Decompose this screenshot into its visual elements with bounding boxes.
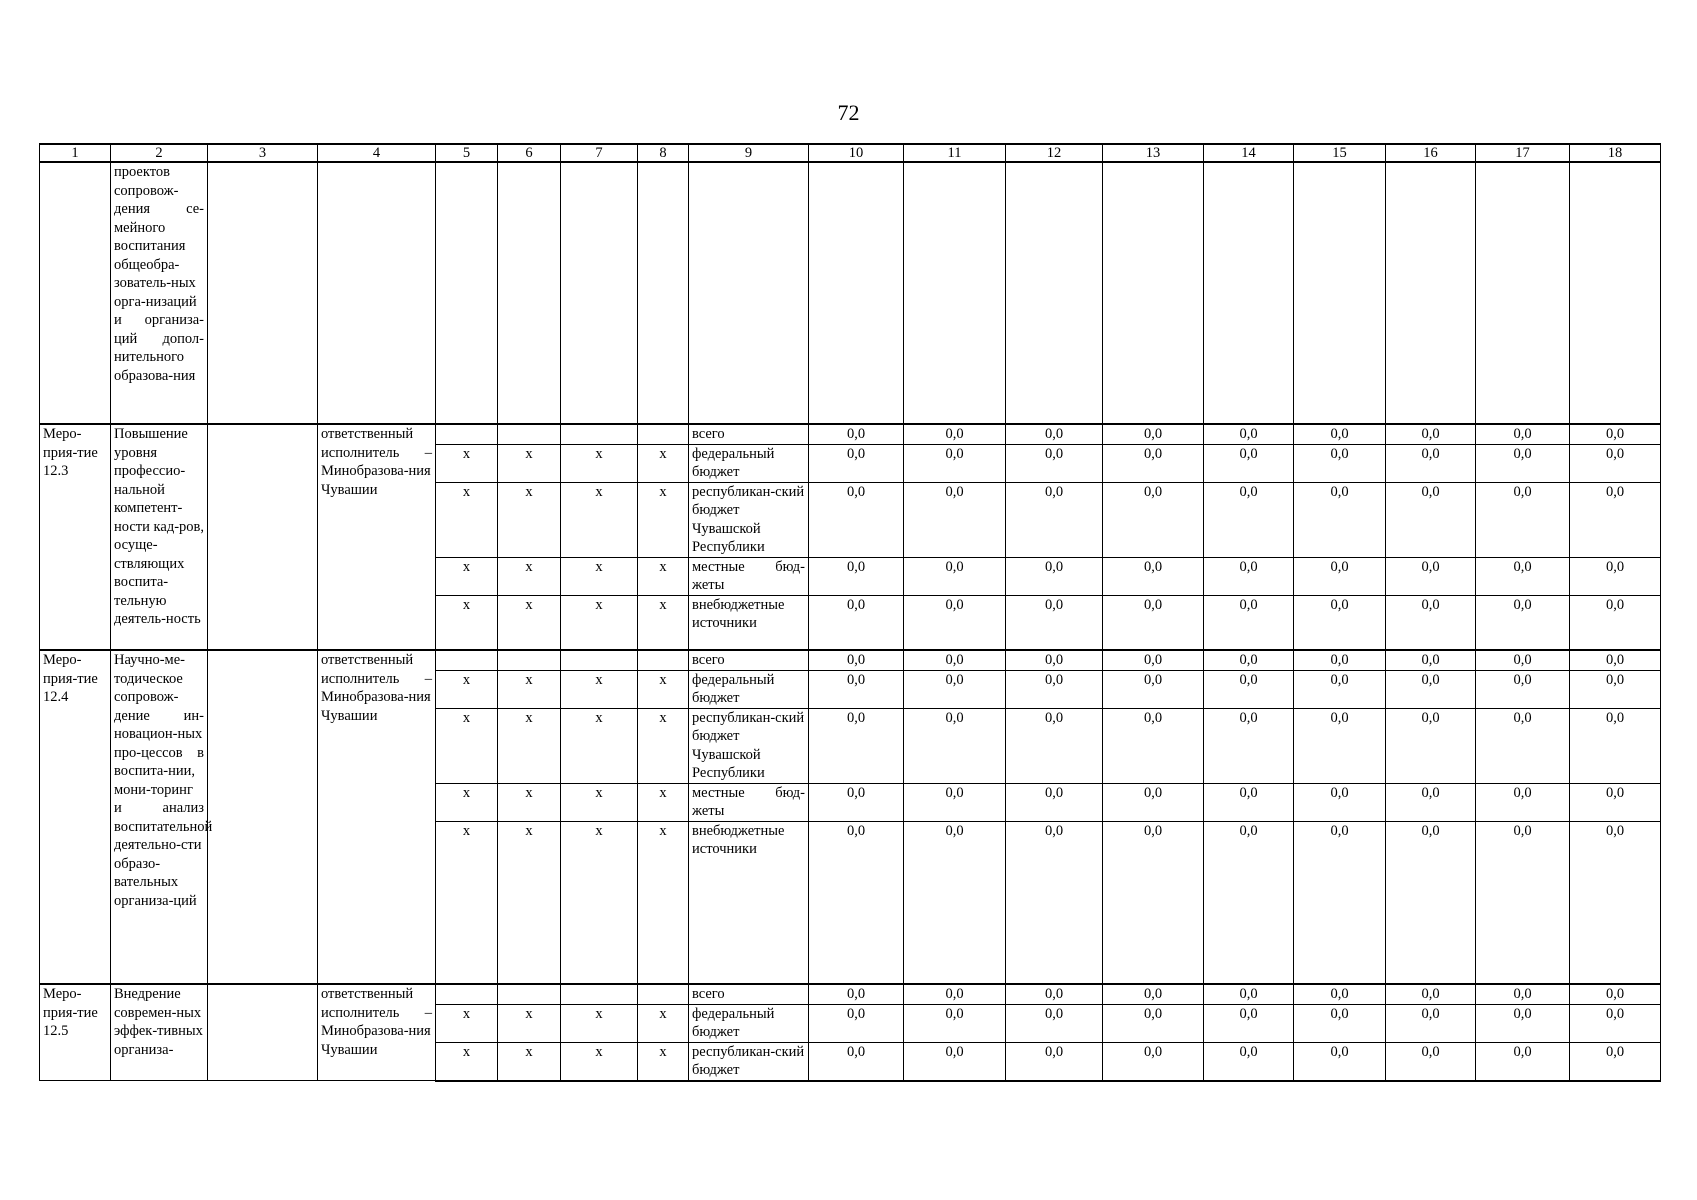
cell-col10 [809, 162, 904, 424]
value-cell: 0,0 [1006, 984, 1103, 1004]
value-cell: 0,0 [1570, 1042, 1661, 1081]
value-cell: 0,0 [1386, 1042, 1476, 1081]
value-cell: 0,0 [1476, 821, 1570, 984]
value-cell: 0,0 [1006, 482, 1103, 557]
value-cell: 0,0 [809, 1042, 904, 1081]
value-cell: 0,0 [1294, 595, 1386, 650]
value-cell: 0,0 [904, 424, 1006, 444]
funding-source: всего [689, 650, 809, 670]
value-cell: 0,0 [1476, 708, 1570, 783]
column-header-17: 17 [1476, 144, 1570, 162]
code-cell: х [561, 444, 638, 482]
code-cell [561, 984, 638, 1004]
code-cell: х [638, 444, 689, 482]
funding-source: всего [689, 424, 809, 444]
code-cell: х [638, 595, 689, 650]
funding-source: федеральный бюджет [689, 1004, 809, 1042]
value-cell: 0,0 [809, 821, 904, 984]
value-cell: 0,0 [1103, 557, 1204, 595]
funding-source: республикан-ский бюджет Чувашской Республики [689, 482, 809, 557]
value-cell: 0,0 [1386, 482, 1476, 557]
value-cell: 0,0 [1476, 444, 1570, 482]
value-cell: 0,0 [904, 557, 1006, 595]
column-header-12: 12 [1006, 144, 1103, 162]
value-cell: 0,0 [1386, 1004, 1476, 1042]
value-cell: 0,0 [809, 670, 904, 708]
value-cell: 0,0 [1386, 708, 1476, 783]
value-cell: 0,0 [1204, 1004, 1294, 1042]
value-cell: 0,0 [1476, 650, 1570, 670]
value-cell: 0,0 [809, 444, 904, 482]
value-cell: 0,0 [809, 424, 904, 444]
code-cell: х [436, 1042, 498, 1081]
code-cell: х [498, 821, 561, 984]
funding-source: внебюджетные источники [689, 595, 809, 650]
column-header-4: 4 [318, 144, 436, 162]
value-cell: 0,0 [1476, 984, 1570, 1004]
value-cell: 0,0 [904, 650, 1006, 670]
code-cell: х [561, 670, 638, 708]
value-cell: 0,0 [1006, 821, 1103, 984]
code-cell: х [436, 557, 498, 595]
value-cell: 0,0 [809, 984, 904, 1004]
value-cell: 0,0 [1204, 783, 1294, 821]
code-cell: х [436, 482, 498, 557]
value-cell: 0,0 [1006, 557, 1103, 595]
code-cell: х [561, 1004, 638, 1042]
value-cell: 0,0 [1103, 444, 1204, 482]
value-cell: 0,0 [1103, 595, 1204, 650]
measure-label: Меро-прия-тие 12.5 [40, 984, 111, 1081]
measure-executor: ответственный исполнитель – Минобразова-ния Чувашии [318, 984, 436, 1081]
value-cell: 0,0 [1006, 424, 1103, 444]
value-cell: 0,0 [1294, 1004, 1386, 1042]
value-cell: 0,0 [1294, 424, 1386, 444]
measure-name: Внедрение современ-ных эффек-тивных организа- [111, 984, 208, 1081]
value-cell: 0,0 [1103, 783, 1204, 821]
code-cell: х [498, 1042, 561, 1081]
code-cell [561, 424, 638, 444]
code-cell: х [561, 783, 638, 821]
funding-source: внебюджетные источники [689, 821, 809, 984]
value-cell: 0,0 [1570, 821, 1661, 984]
cell-col3 [208, 650, 318, 984]
cell-col13 [1103, 162, 1204, 424]
column-header-14: 14 [1204, 144, 1294, 162]
value-cell: 0,0 [1006, 1042, 1103, 1081]
code-cell: х [638, 1004, 689, 1042]
code-cell [638, 424, 689, 444]
code-cell: х [436, 1004, 498, 1042]
value-cell: 0,0 [904, 821, 1006, 984]
column-header-7: 7 [561, 144, 638, 162]
column-header-3: 3 [208, 144, 318, 162]
value-cell: 0,0 [1386, 444, 1476, 482]
value-cell: 0,0 [1570, 444, 1661, 482]
value-cell: 0,0 [1103, 482, 1204, 557]
code-cell [436, 650, 498, 670]
value-cell: 0,0 [1204, 557, 1294, 595]
value-cell: 0,0 [1204, 482, 1294, 557]
column-header-16: 16 [1386, 144, 1476, 162]
code-cell: х [638, 557, 689, 595]
funding-source: местные бюд-жеты [689, 783, 809, 821]
value-cell: 0,0 [1204, 444, 1294, 482]
code-cell: х [638, 821, 689, 984]
column-header-11: 11 [904, 144, 1006, 162]
code-cell: х [638, 708, 689, 783]
column-header-13: 13 [1103, 144, 1204, 162]
code-cell: х [638, 783, 689, 821]
cell-col18 [1570, 162, 1661, 424]
value-cell: 0,0 [1570, 1004, 1661, 1042]
code-cell [561, 650, 638, 670]
code-cell: х [498, 595, 561, 650]
column-header-15: 15 [1294, 144, 1386, 162]
value-cell: 0,0 [809, 650, 904, 670]
value-cell: 0,0 [1294, 557, 1386, 595]
code-cell: х [436, 821, 498, 984]
code-cell [638, 650, 689, 670]
value-cell: 0,0 [1204, 650, 1294, 670]
value-cell: 0,0 [1386, 984, 1476, 1004]
cell-col15 [1294, 162, 1386, 424]
value-cell: 0,0 [1476, 595, 1570, 650]
value-cell: 0,0 [904, 783, 1006, 821]
value-cell: 0,0 [1204, 708, 1294, 783]
value-cell: 0,0 [1294, 444, 1386, 482]
cell-col1 [40, 162, 111, 424]
code-cell: х [436, 670, 498, 708]
code-cell: х [436, 708, 498, 783]
value-cell: 0,0 [904, 1042, 1006, 1081]
value-cell: 0,0 [1006, 1004, 1103, 1042]
value-cell: 0,0 [1476, 783, 1570, 821]
value-cell: 0,0 [1294, 783, 1386, 821]
code-cell [498, 650, 561, 670]
value-cell: 0,0 [1476, 557, 1570, 595]
cell-col4 [318, 162, 436, 424]
value-cell: 0,0 [1570, 984, 1661, 1004]
cell-col9 [689, 162, 809, 424]
value-cell: 0,0 [1570, 650, 1661, 670]
value-cell: 0,0 [1204, 984, 1294, 1004]
cell-col12 [1006, 162, 1103, 424]
value-cell: 0,0 [1386, 783, 1476, 821]
value-cell: 0,0 [1103, 708, 1204, 783]
value-cell: 0,0 [1006, 708, 1103, 783]
value-cell: 0,0 [1006, 783, 1103, 821]
column-header-1: 1 [40, 144, 111, 162]
code-cell: х [561, 595, 638, 650]
cell-col3 [208, 162, 318, 424]
code-cell: х [498, 708, 561, 783]
code-cell: х [498, 783, 561, 821]
value-cell: 0,0 [809, 783, 904, 821]
cell-col8 [638, 162, 689, 424]
value-cell: 0,0 [1294, 650, 1386, 670]
value-cell: 0,0 [1204, 424, 1294, 444]
continuation-row [40, 162, 1661, 424]
table-row [40, 424, 1661, 444]
measure-label: Меро-прия-тие 12.4 [40, 650, 111, 984]
code-cell: х [561, 1042, 638, 1081]
code-cell: х [498, 557, 561, 595]
code-cell: х [561, 708, 638, 783]
code-cell [436, 424, 498, 444]
value-cell: 0,0 [1204, 670, 1294, 708]
value-cell: 0,0 [1386, 670, 1476, 708]
code-cell: х [436, 444, 498, 482]
column-header-5: 5 [436, 144, 498, 162]
value-cell: 0,0 [1294, 984, 1386, 1004]
value-cell: 0,0 [809, 708, 904, 783]
code-cell: х [561, 821, 638, 984]
page-number: 72 [837, 100, 860, 125]
value-cell: 0,0 [809, 1004, 904, 1042]
value-cell: 0,0 [1386, 650, 1476, 670]
cell-col16 [1386, 162, 1476, 424]
code-cell: х [638, 670, 689, 708]
value-cell: 0,0 [904, 670, 1006, 708]
value-cell: 0,0 [1386, 595, 1476, 650]
value-cell: 0,0 [1570, 595, 1661, 650]
code-cell: х [561, 557, 638, 595]
code-cell: х [498, 670, 561, 708]
code-cell: х [498, 1004, 561, 1042]
value-cell: 0,0 [904, 984, 1006, 1004]
value-cell: 0,0 [1570, 670, 1661, 708]
table-row [40, 650, 1661, 670]
funding-source: республикан-ский бюджет Чувашской Республики [689, 708, 809, 783]
value-cell: 0,0 [904, 444, 1006, 482]
value-cell: 0,0 [1476, 670, 1570, 708]
funding-source: федеральный бюджет [689, 444, 809, 482]
value-cell: 0,0 [1103, 984, 1204, 1004]
column-header-10: 10 [809, 144, 904, 162]
cell-col11 [904, 162, 1006, 424]
value-cell: 0,0 [1294, 821, 1386, 984]
value-cell: 0,0 [1006, 444, 1103, 482]
value-cell: 0,0 [1103, 821, 1204, 984]
value-cell: 0,0 [809, 482, 904, 557]
measure-executor: ответственный исполнитель – Минобразова-ния Чувашии [318, 424, 436, 650]
cell-col5 [436, 162, 498, 424]
value-cell: 0,0 [1204, 595, 1294, 650]
column-header-2: 2 [111, 144, 208, 162]
value-cell: 0,0 [1570, 482, 1661, 557]
code-cell [436, 984, 498, 1004]
value-cell: 0,0 [1570, 424, 1661, 444]
code-cell: х [498, 444, 561, 482]
value-cell: 0,0 [1103, 670, 1204, 708]
value-cell: 0,0 [1570, 783, 1661, 821]
value-cell: 0,0 [1476, 424, 1570, 444]
code-cell: х [498, 482, 561, 557]
value-cell: 0,0 [1204, 821, 1294, 984]
header-row [40, 144, 1661, 162]
measure-name: Научно-ме-тодическое сопровож-дение ин-новацион-ных про-цессов в воспита-нии, мони-торинг и анализ воспитательной деятельно-сти образо-вательных организа-ций [111, 650, 208, 984]
value-cell: 0,0 [1386, 557, 1476, 595]
code-cell [638, 984, 689, 1004]
value-cell: 0,0 [1006, 595, 1103, 650]
code-cell: х [436, 783, 498, 821]
cell-col7 [561, 162, 638, 424]
cell-col6 [498, 162, 561, 424]
cell-col14 [1204, 162, 1294, 424]
value-cell: 0,0 [1476, 482, 1570, 557]
code-cell [498, 984, 561, 1004]
code-cell [498, 424, 561, 444]
value-cell: 0,0 [1103, 1042, 1204, 1081]
code-cell: х [436, 595, 498, 650]
column-header-6: 6 [498, 144, 561, 162]
continuation-name: проектов сопровож-дения се-мейного воспитания общеобра-зователь-ных орга-низаций и организа-ций допол-нительного образова-ния [111, 162, 208, 424]
value-cell: 0,0 [1294, 482, 1386, 557]
code-cell: х [638, 482, 689, 557]
value-cell: 0,0 [904, 482, 1006, 557]
value-cell: 0,0 [1386, 424, 1476, 444]
value-cell: 0,0 [1294, 1042, 1386, 1081]
value-cell: 0,0 [809, 557, 904, 595]
value-cell: 0,0 [904, 1004, 1006, 1042]
funding-source: республикан-ский бюджет [689, 1042, 809, 1081]
value-cell: 0,0 [1006, 670, 1103, 708]
value-cell: 0,0 [1476, 1042, 1570, 1081]
value-cell: 0,0 [1476, 1004, 1570, 1042]
code-cell: х [638, 1042, 689, 1081]
column-header-9: 9 [689, 144, 809, 162]
measure-label: Меро-прия-тие 12.3 [40, 424, 111, 650]
cell-col3 [208, 424, 318, 650]
measure-executor: ответственный исполнитель – Минобразова-ния Чувашии [318, 650, 436, 984]
value-cell: 0,0 [1294, 708, 1386, 783]
value-cell: 0,0 [1006, 650, 1103, 670]
value-cell: 0,0 [904, 595, 1006, 650]
value-cell: 0,0 [904, 708, 1006, 783]
budget-table [39, 143, 1661, 1082]
column-header-18: 18 [1570, 144, 1661, 162]
funding-source: всего [689, 984, 809, 1004]
value-cell: 0,0 [1294, 670, 1386, 708]
funding-source: федеральный бюджет [689, 670, 809, 708]
value-cell: 0,0 [1204, 1042, 1294, 1081]
value-cell: 0,0 [1103, 650, 1204, 670]
value-cell: 0,0 [1103, 424, 1204, 444]
value-cell: 0,0 [1570, 557, 1661, 595]
value-cell: 0,0 [809, 595, 904, 650]
measure-name: Повышение уровня профессио-нальной компетент-ности кад-ров, осуще-ствляющих воспита-тельную деятель-ность [111, 424, 208, 650]
value-cell: 0,0 [1386, 821, 1476, 984]
table-row [40, 984, 1661, 1004]
funding-source: местные бюд-жеты [689, 557, 809, 595]
column-header-8: 8 [638, 144, 689, 162]
cell-col3 [208, 984, 318, 1081]
cell-col17 [1476, 162, 1570, 424]
code-cell: х [561, 482, 638, 557]
value-cell: 0,0 [1570, 708, 1661, 783]
value-cell: 0,0 [1103, 1004, 1204, 1042]
